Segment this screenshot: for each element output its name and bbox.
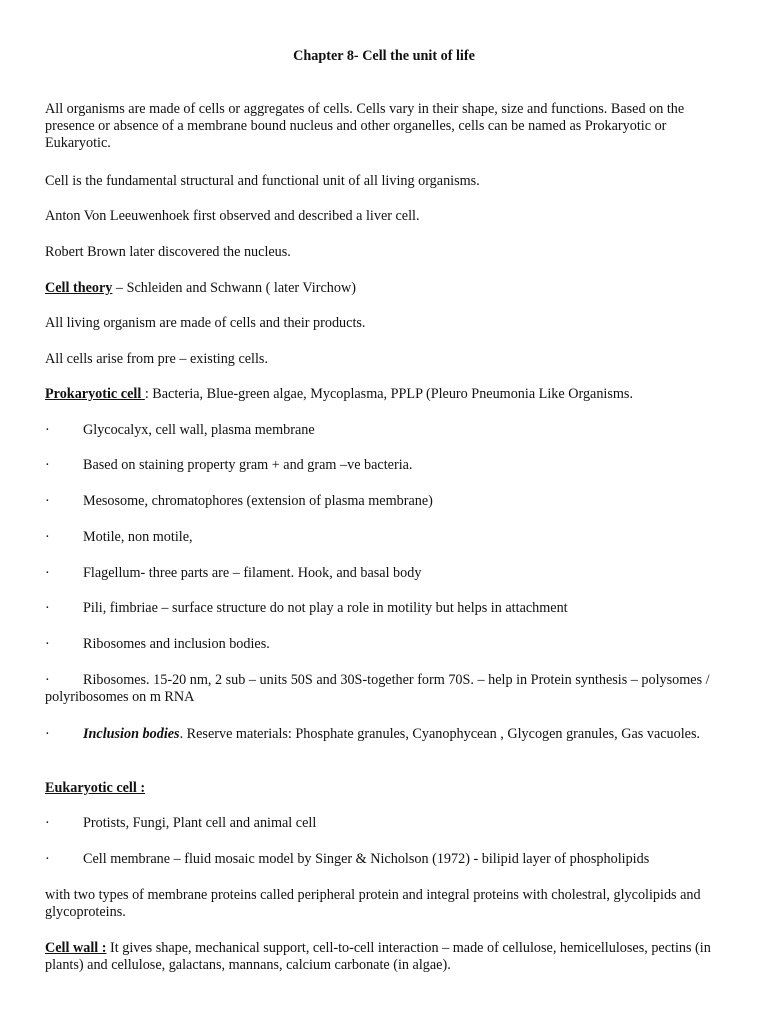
- list-item: · Cell membrane – fluid mosaic model by Singer & Nicholson (1972) - bilipid layer of phospholipids: [45, 851, 650, 867]
- cell-theory-text: – Schleiden and Schwann ( later Virchow): [112, 280, 356, 296]
- bullet-icon: ·: [45, 851, 50, 867]
- robert-brown-paragraph: Robert Brown later discovered the nucleus.: [45, 244, 291, 260]
- cell-wall-paragraph: [45, 940, 725, 974]
- membrane-proteins-paragraph: with two types of membrane proteins called peripheral protein and integral proteins with cholestral, glycolipids and glycoproteins.: [45, 887, 701, 920]
- fundamental-unit-paragraph: Cell is the fundamental structural and functional unit of all living organisms.: [45, 173, 480, 189]
- list-item: · Protists, Fungi, Plant cell and animal cell: [45, 815, 317, 831]
- list-item: · Based on staining property gram + and gram –ve bacteria.: [45, 457, 413, 473]
- list-item: · Mesosome, chromatophores (extension of plasma membrane): [45, 493, 433, 509]
- list-item: · Glycocalyx, cell wall, plasma membrane: [45, 422, 315, 438]
- eukaryotic-heading: Eukaryotic cell :: [45, 780, 146, 796]
- prokaryotic-text: : Bacteria, Blue-green algae, Mycoplasma, PPLP (Pleuro Pneumonia Like Organisms.: [144, 386, 633, 402]
- bullet-icon: ·: [45, 672, 50, 688]
- cells-arise-paragraph: All cells arise from pre – existing cells.: [45, 351, 268, 367]
- inclusion-bodies-text: . Reserve materials: Phosphate granules, Cyanophycean , Glycogen granules, Gas vacuoles.: [179, 726, 701, 742]
- bullet-icon: ·: [45, 565, 50, 581]
- chapter-title: Chapter 8- Cell the unit of life: [293, 48, 475, 64]
- living-organisms-paragraph: All living organism are made of cells and their products.: [45, 315, 366, 331]
- prokaryotic-paragraph: [45, 386, 725, 403]
- bullet-icon: ·: [45, 493, 50, 509]
- list-item: · Ribosomes and inclusion bodies.: [45, 636, 270, 652]
- leeuwenhoek-paragraph: Anton Von Leeuwenhoek first observed and described a liver cell.: [45, 208, 420, 224]
- prokaryotic-heading: Prokaryotic cell: [45, 386, 145, 402]
- bullet-icon: ·: [45, 422, 50, 438]
- inclusion-bodies-list-item: [45, 726, 725, 743]
- eukaryotic-heading-paragraph: [45, 780, 725, 797]
- list-item: · Motile, non motile,: [45, 529, 193, 545]
- cell-wall-text: It gives shape, mechanical support, cell-to-cell interaction – made of cellulose, hemicelluloses, pectins (in plants) and cellulose, galactans, mannans, calcium carbonate (in algae).: [45, 940, 711, 973]
- inclusion-bodies-term: Inclusion bodies: [83, 726, 180, 742]
- cell-theory-heading: Cell theory: [45, 280, 113, 296]
- bullet-icon: ·: [45, 726, 50, 742]
- intro-paragraph: All organisms are made of cells or aggregates of cells. Cells vary in their shape, size and functions. Based on the presence or absence of a membrane bound nucleus and other organelles, cells can be named as Prokaryotic or Eukaryotic.: [45, 101, 685, 151]
- cell-theory-paragraph: [45, 280, 725, 297]
- list-item: · Pili, fimbriae – surface structure do not play a role in motility but helps in attachment: [45, 600, 568, 616]
- bullet-icon: ·: [45, 636, 50, 652]
- list-item: · Flagellum- three parts are – filament. Hook, and basal body: [45, 565, 422, 581]
- bullet-icon: ·: [45, 529, 50, 545]
- ribosomes-list-item: · Ribosomes. 15-20 nm, 2 sub – units 50S and 30S-together form 70S. – help in Protein synthesis – polysomes / polyribosomes on m RNA: [45, 672, 710, 705]
- bullet-icon: ·: [45, 815, 50, 831]
- bullet-icon: ·: [45, 457, 50, 473]
- cell-wall-heading: Cell wall :: [45, 940, 107, 956]
- bullet-icon: ·: [45, 600, 50, 616]
